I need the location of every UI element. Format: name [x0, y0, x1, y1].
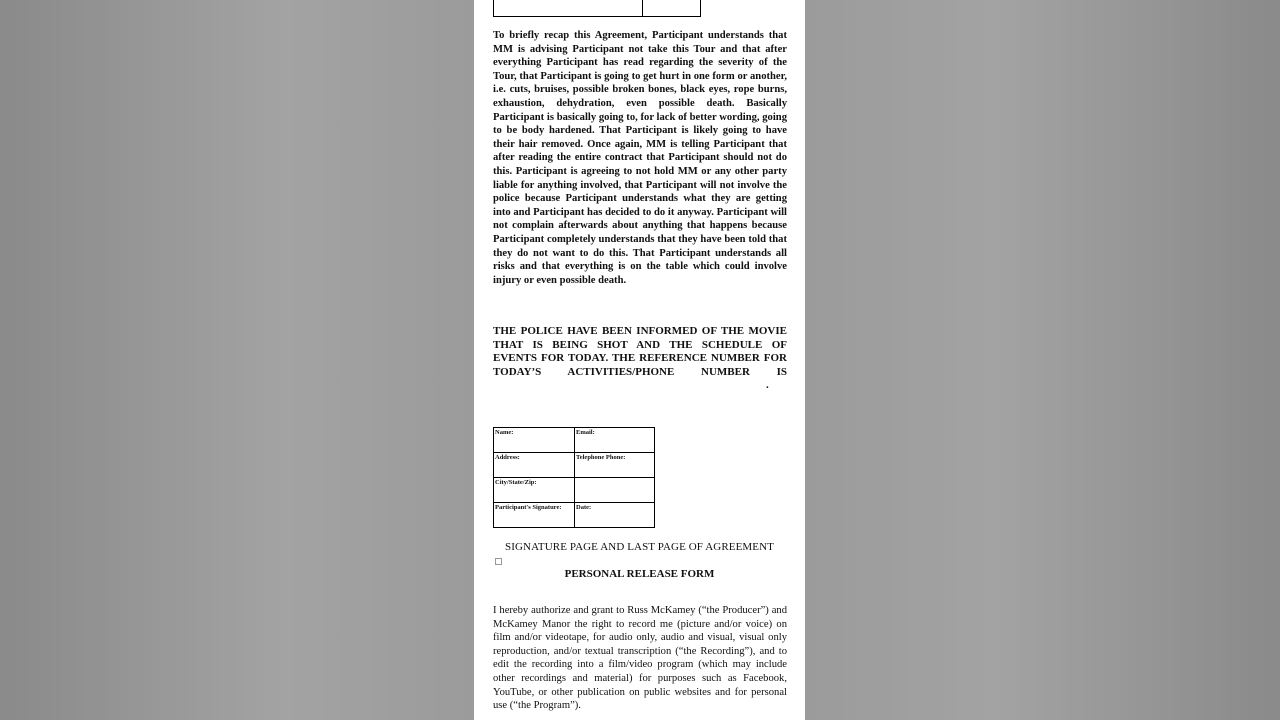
city-right-cell[interactable]: [575, 478, 655, 503]
signature-page-title: SIGNATURE PAGE AND LAST PAGE OF AGREEMENT: [505, 541, 774, 553]
release-paragraph: I hereby authorize and grant to Russ McKamey (“the Producer”) and McKamey Manor the right to record me (picture and/or voice) on film and/or videotape, for audio only, audio and visual, visual only reproduction, and/or textual transcription (“the Recording”), and to edit the recording into a film/video program (which may include other recordings and material) for purposes such as Facebook, YouTube, or other publication on public websites and for personal use (“the Program”).: [493, 605, 787, 712]
telephone-cell[interactable]: Telephone Phone:: [575, 453, 655, 478]
table-divider: [642, 0, 643, 16]
participant-info-table: [493, 427, 655, 528]
left-background: [0, 0, 474, 720]
address-cell[interactable]: Address:: [494, 453, 575, 478]
recap-paragraph: To briefly recap this Agreement, Participant understands that MM is advising Participant not take this Tour and that after everything Participant has read regarding the severity of the Tour, that Participant is going to get hurt in one form or another, i.e. cuts, bruises, possible broken bones, black eyes, rope burns, exhaustion, dehydration, even possible death. Basically Participant is basically going to, for lack of better wording, going to be body hardened. That Participant is likely going to have their hair removed. Once again, MM is telling Participant that after reading the entire contract that Participant should not do this. Participant is agreeing to not hold MM or any other party liable for anything involved, that Participant will not involve the police because Participant understands what they are getting into and Participant has decided to do it anyway. Participant will not complain afterwards about anything that happens because Participant completely understands that they have been told that they do not want to do this. That Participant understands all risks and that everything is on the table which could involve injury or even possible death.: [493, 30, 787, 286]
date-cell[interactable]: Date:: [575, 503, 655, 528]
signature-cell[interactable]: Participant's Signature:: [494, 503, 575, 528]
city-cell[interactable]: City/State/Zip:: [494, 478, 575, 503]
release-form-title: PERSONAL RELEASE FORM: [564, 568, 715, 580]
police-notice-blank: .: [766, 379, 769, 391]
name-cell[interactable]: Name:: [494, 428, 575, 453]
top-table-fragment: [493, 0, 701, 17]
police-notice: THE POLICE HAVE BEEN INFORMED OF THE MOVIE THAT IS BEING SHOT AND THE SCHEDULE OF EVENTS FOR TODAY. THE REFERENCE NUMBER FOR TODAY’S ACTIVITIES/PHONE NUMBER IS: [493, 325, 787, 378]
right-background: [805, 0, 1280, 720]
document-page[interactable]: [474, 0, 805, 720]
checkbox-icon[interactable]: [495, 558, 502, 565]
email-cell[interactable]: Email:: [575, 428, 655, 453]
